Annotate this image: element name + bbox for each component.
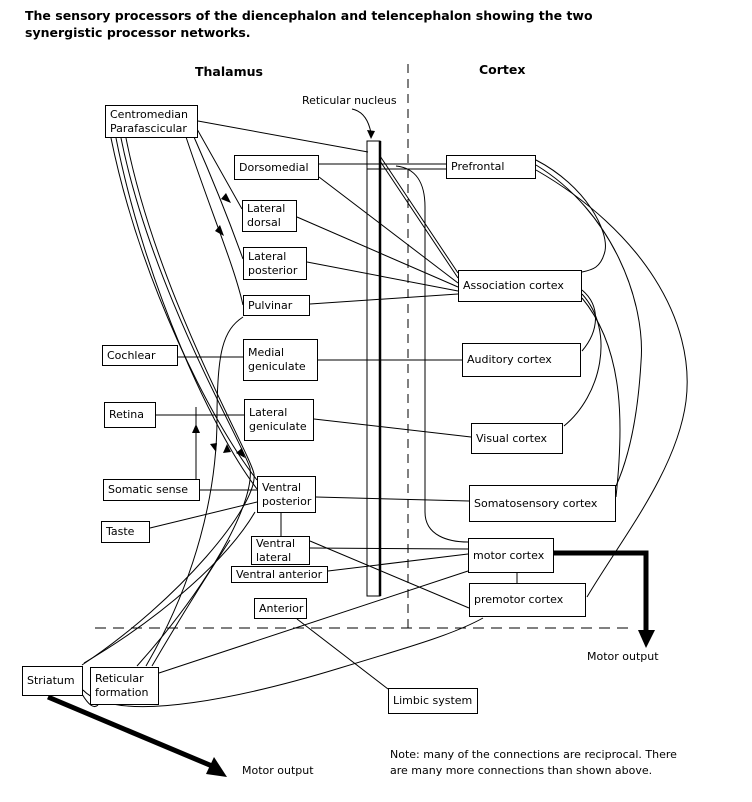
motor-output-label-left: Motor output [242, 764, 314, 777]
node-somatic-sense: Somatic sense [103, 479, 200, 501]
node-somatosensory-cortex: Somatosensory cortex [469, 485, 616, 522]
node-cochlear: Cochlear [102, 345, 178, 366]
footnote [390, 747, 677, 779]
node-visual-cortex: Visual cortex [471, 423, 563, 454]
motor-output-arrow-left [48, 697, 227, 777]
motor-output-label-right: Motor output [587, 650, 659, 663]
node-reticular-formation: Reticular formation [90, 667, 159, 705]
footnote-line-2: are many more connections than shown above. [390, 764, 653, 777]
node-centromedian-parafascicular: Centromedian Parafascicular [105, 105, 198, 138]
node-striatum: Striatum [22, 666, 83, 696]
node-taste: Taste [101, 521, 150, 543]
connection-lines [82, 109, 687, 707]
node-limbic-system: Limbic system [388, 688, 478, 714]
node-ventral-posterior: Ventral posterior [257, 476, 316, 513]
node-ventral-anterior: Ventral anterior [231, 566, 328, 583]
node-retina: Retina [104, 402, 156, 428]
column-header-cortex: Cortex [479, 62, 526, 77]
node-prefrontal: Prefrontal [446, 155, 536, 179]
node-anterior: Anterior [254, 598, 307, 619]
node-lateral-geniculate: Lateral geniculate [244, 399, 314, 441]
node-auditory-cortex: Auditory cortex [462, 343, 581, 377]
node-pulvinar: Pulvinar [243, 295, 310, 316]
column-header-thalamus: Thalamus [195, 64, 263, 79]
node-premotor-cortex: premotor cortex [469, 583, 586, 617]
node-dorsomedial: Dorsomedial [234, 155, 319, 180]
node-ventral-lateral: Ventral lateral [251, 536, 310, 565]
node-association-cortex: Association cortex [458, 270, 582, 302]
node-medial-geniculate: Medial geniculate [243, 339, 318, 381]
reticular-nucleus-label: Reticular nucleus [302, 94, 397, 107]
title-line-1: The sensory processors of the diencephalon and telencephalon showing the two [25, 8, 593, 23]
node-lateral-posterior: Lateral posterior [243, 247, 307, 280]
reticular-nucleus-bar [367, 141, 380, 596]
title-line-2: synergistic processor networks. [25, 25, 251, 40]
diagram-title [25, 7, 593, 41]
footnote-line-1: Note: many of the connections are reciprocal. There [390, 748, 677, 761]
node-lateral-dorsal: Lateral dorsal [242, 200, 297, 232]
node-motor-cortex: motor cortex [468, 538, 554, 573]
